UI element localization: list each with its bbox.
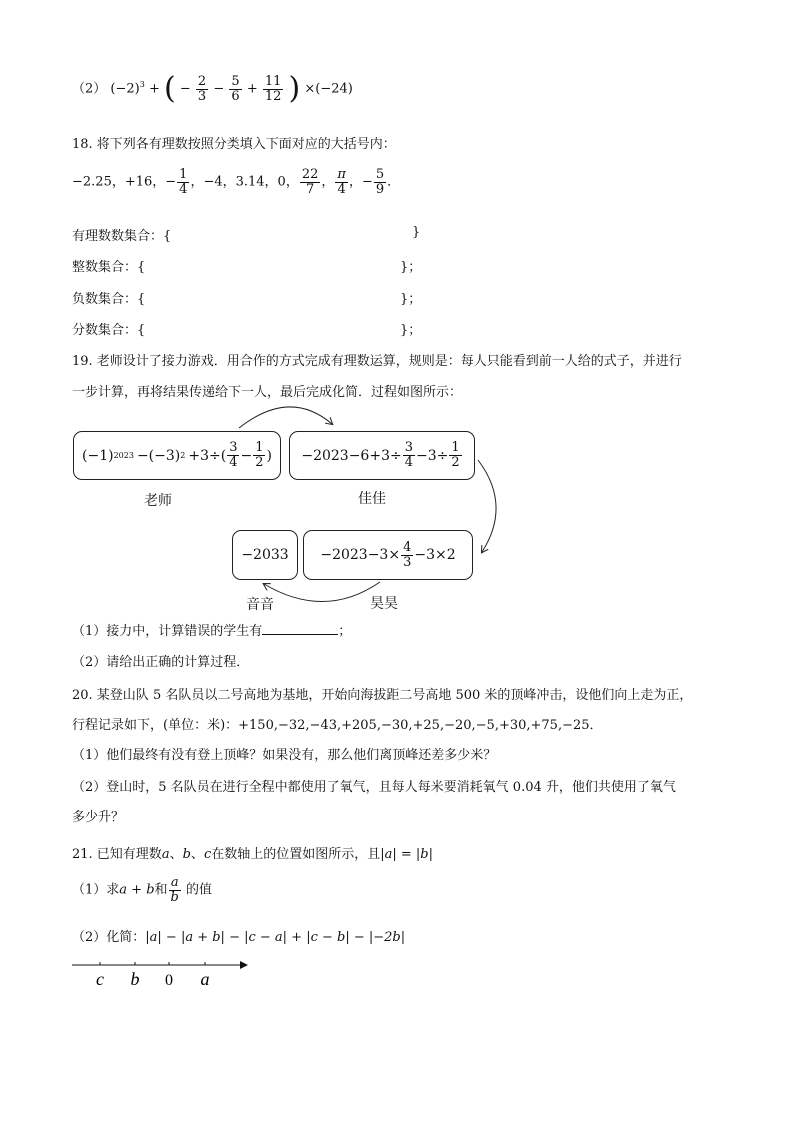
q21-sub1-expr: a + b (119, 882, 155, 898)
q17-minus: − (179, 81, 191, 97)
teacher-box: (−1) 2023 −(−3) 2 +3÷( $\frac{3}{4}$ − $\frac{1}{2}$ ) (73, 431, 281, 480)
right-paren: ) (288, 71, 301, 106)
q17-frac3: $\frac{11}{12}$ (264, 73, 282, 104)
q21-sub1-tail: 的值 (181, 882, 212, 898)
q21-text: 21. 已知有理数 (72, 847, 162, 862)
q17-minus2: − (213, 81, 225, 97)
q17-exp: 3 (139, 80, 145, 90)
q17-tail: ×(−24) (304, 81, 353, 97)
set-fraction-end: }； (400, 323, 422, 338)
q18-nums-a: −2.25，+16，− (72, 174, 177, 190)
set-fraction-label: 分数集合：{ (72, 323, 146, 338)
jiajia-box: −2023−6+3÷ $\frac{3}{4}$ −3÷ $\frac{1}{2}$ (289, 431, 475, 480)
q21-sub2-text: （2）化简： (72, 930, 146, 945)
q20-sub1: （1）他们最终有没有登上顶峰？如果没有，那么他们离顶峰还差多少米？ (72, 748, 497, 763)
q18-comma1: ， (321, 174, 335, 190)
q18-frac4: $\frac{5}{9}$ (375, 167, 385, 197)
axis-label-c: c (96, 969, 104, 989)
jiajia-label: 佳佳 (358, 491, 386, 507)
q18-comma2: ，− (348, 174, 373, 190)
var-c: c (203, 847, 212, 862)
set-rational-end: } (412, 225, 421, 240)
q17-label: （2） (72, 81, 107, 97)
q21-tail: 在数轴上的位置如图所示，且 (211, 847, 381, 862)
q18-frac2: $\frac{22}{7}$ (301, 167, 319, 197)
teacher-label: 老师 (144, 493, 172, 509)
axis-arrow (240, 961, 248, 969)
q17-plus: + (148, 81, 160, 97)
q19-sub1-end: ； (338, 624, 352, 639)
q17-base: (−2) (110, 81, 140, 97)
q21-condition: |a| = |b| (380, 847, 433, 862)
q19-sub1-text: （1）接力中，计算错误的学生有 (72, 624, 263, 639)
q20-line2: 行程记录如下，(单位：米)：+150,−32,−43,+205,−30,+25,−20,−5,+30,+75,−25． (72, 718, 603, 733)
q19-sub2: （2）请给出正确的计算过程． (72, 655, 250, 670)
set-rational-label: 有理数数集合：{ (72, 229, 172, 244)
axis-label-zero: 0 (165, 972, 173, 989)
set-integer-label: 整数集合：{ (72, 260, 146, 275)
yinyin-box: −2033 (232, 530, 298, 580)
set-negative-end: }； (400, 292, 422, 307)
q20-sub2: （2）登山时，5 名队员在进行全程中都使用了氧气，且每人每米要消耗氧气 0.04 升，他们共使用了氧气 (72, 780, 676, 795)
left-paren: ( (164, 71, 176, 106)
q18-title: 18. 将下列各有理数按照分类填入下面对应的大括号内： (72, 137, 396, 152)
q20-sub2b: 多少升？ (72, 810, 125, 825)
var-b: b (182, 847, 191, 862)
var-a: a (161, 847, 170, 862)
yinyin-label: 音音 (246, 597, 274, 613)
axis-label-a: a (200, 969, 210, 989)
q21-sub1-and: 和 (154, 882, 168, 898)
haohao-box: −2023−3× $\frac{4}{3}$ −3×2 (303, 530, 473, 580)
q17-frac1: $\frac{2}{3}$ (197, 73, 207, 104)
q17-frac2: $\frac{5}{6}$ (231, 73, 240, 104)
q18-frac1: $\frac{1}{4}$ (179, 167, 188, 197)
q18-period: ． (387, 174, 401, 190)
q21-sep2: 、 (190, 847, 204, 862)
q17-plus2: + (246, 81, 258, 97)
axis-label-b: b (130, 969, 140, 989)
q21-sub1-text: （1）求 (72, 882, 120, 898)
set-integer-end: }； (400, 260, 422, 275)
q21-sep1: 、 (169, 847, 183, 862)
q18-frac3: $\frac{\pi}{4}$ (337, 167, 346, 197)
q21-sub2-expr: |a| − |a + b| − |c − a| + |c − b| − |−2b| (145, 930, 406, 945)
haohao-label: 昊昊 (370, 596, 398, 612)
q21-frac: $\frac{a}{b}$ (170, 875, 179, 905)
q20-line1: 20. 某登山队 5 名队员以二号高地为基地，开始向海拔距二号高地 500 米的顶峰冲击，设他们向上走为正， (72, 688, 693, 703)
q18-nums-b: ，−4，3.14，0， (190, 174, 299, 190)
q19-line2: 一步计算，再将结果传递给下一人，最后完成化简．过程如图所示： (72, 385, 463, 400)
set-negative-label: 负数集合：{ (72, 292, 146, 307)
q19-line1: 19. 老师设计了接力游戏．用合作的方式完成有理数运算，规则是：每人只能看到前一人给的式子，并进行 (72, 354, 682, 369)
